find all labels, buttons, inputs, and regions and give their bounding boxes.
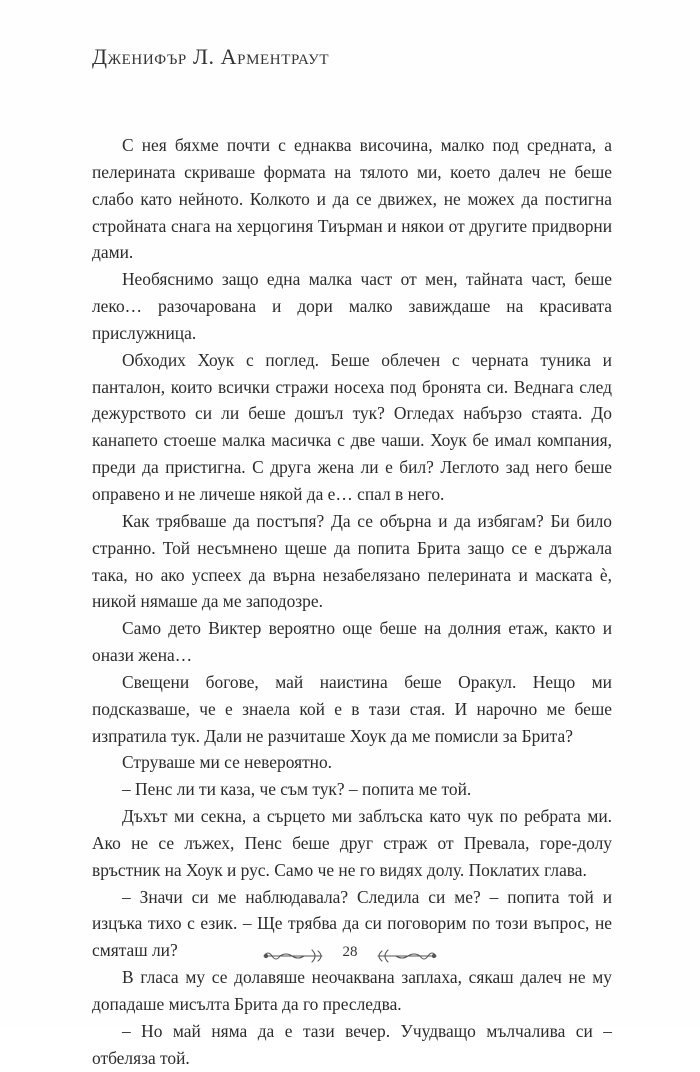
paragraph-1: С нея бяхме почти с еднаква височина, малко под средната, а пелерината скриваше формата на тялото ми, което далеч не беше слабо като нейното. Колкото и да се движех, не можех да постигна стройната снага на херцогиня Тиърман и някои от другите придворни дами. xyxy=(92,135,612,263)
paragraph-7: Струваше ми се невероятно. xyxy=(122,752,333,773)
paragraph-9: Дъхът ми секна, а сърцето ми заблъска като чук по ребрата ми. Ако не се лъжех, Пенс беше друг страж от Превала, горе-долу връстник на Хоук и рус. Само че не го видях долу. Поклатих глава. xyxy=(92,806,612,880)
paragraph-11: В гласа му се долавяше неочаквана заплаха, сякаш далеч не му допадаше мисълта Брита да го преследва. xyxy=(92,967,612,1014)
paragraph-2: Необяснимо защо една малка част от мен, тайната част, беше леко… разочарована и дори малко завиждаше на красивата прислужница. xyxy=(92,269,612,343)
paragraph-8: – Пенс ли ти каза, че съм тук? – попита ме той. xyxy=(122,779,472,800)
paragraph-10: – Значи си ме наблюдавала? Следила си ме? – попита той и изцъка тихо с език. – Ще трябва да си поговорим по този въпрос, не смяташ ли? xyxy=(92,886,612,961)
running-head: Дженифър Л. Арментраут xyxy=(92,44,330,69)
page-footer xyxy=(0,944,700,968)
paragraph-5: Само дето Виктер вероятно още беше на долния етаж, както и онази жена… xyxy=(92,618,612,666)
paragraph-3: Обходих Хоук с поглед. Беше облечен с черната туника и панталон, които всички стражи носеха под бронята си. Веднага след дежурството си ли беше дошъл тук? Огледах набързо стаята. До канапето стоеше малка масичка с две чаши. Хоук бе имал компания, преди да пристигна. С друга жена ли е бил? Леглото зад него беше оправено и не личеше някой да е… спал в него. xyxy=(92,349,612,504)
page-number: 28 xyxy=(342,944,358,960)
paragraph-4: Как трябваше да постъпя? Да се обърна и да избягам? Би било странно. Той несъмнено щеше да попита Брита защо се е държала така, но ако успеех да върна незабелязано пелерината и маската ѐ, никой нямаше да ме заподозре. xyxy=(92,510,612,612)
ornament-right-icon xyxy=(374,946,438,966)
paragraph-6: Свещени богове, май наистина беше Оракул. Нещо ми подсказваше, че е знаела кой е в тази стая. И нарочно ме беше изпратила тук. Дали не разчиташе Хоук да ме помисли за Брита? xyxy=(92,671,612,746)
body-text xyxy=(92,132,612,1072)
paragraph-12: – Но май няма да е тази вечер. Учудващо мълчалива си – отбеляза той. xyxy=(92,1020,612,1068)
